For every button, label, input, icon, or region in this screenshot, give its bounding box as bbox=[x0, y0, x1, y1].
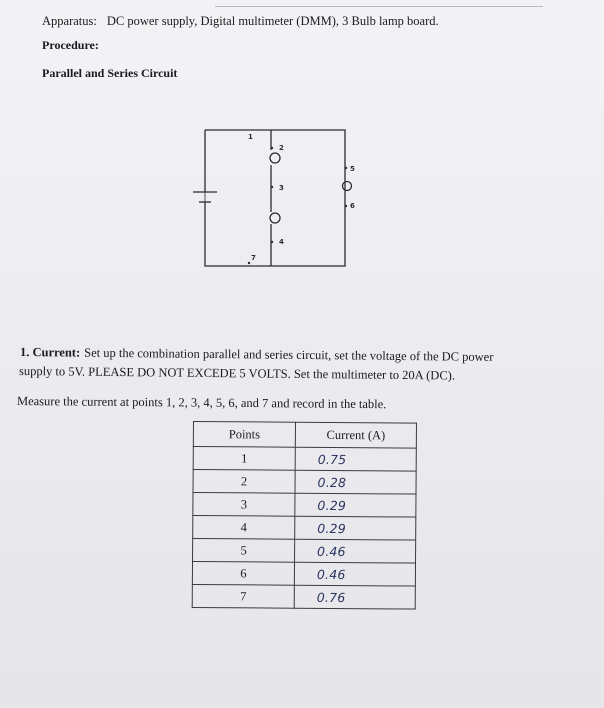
current-cell: 0.28 bbox=[295, 470, 416, 494]
measure-instruction: Measure the current at points 1, 2, 3, 4, 5, 6, and 7 and record in the table. bbox=[16, 394, 387, 412]
question-text-1: Set up the combination parallel and series circuit, set the voltage of the DC power bbox=[84, 345, 494, 364]
procedure-heading: Procedure: bbox=[42, 38, 99, 52]
question-line-1 bbox=[20, 345, 494, 365]
point-marker-2 bbox=[271, 147, 273, 149]
point-label-2: 2 bbox=[279, 144, 284, 152]
point-cell: 3 bbox=[193, 493, 295, 517]
apparatus-text: DC power supply, Digital multimeter (DMM), 3 Bulb lamp board. bbox=[106, 14, 439, 28]
bulb-b bbox=[270, 213, 280, 223]
table-row bbox=[193, 447, 416, 472]
table-row bbox=[192, 584, 415, 609]
current-table bbox=[192, 421, 417, 610]
apparatus-label: Apparatus: bbox=[42, 14, 97, 28]
point-label-6: 6 bbox=[350, 202, 355, 210]
point-label-1: 1 bbox=[248, 133, 253, 141]
top-rule bbox=[215, 6, 543, 7]
current-cell: 0.75 bbox=[295, 447, 416, 471]
header-current: Current (A) bbox=[295, 422, 416, 448]
point-marker-5 bbox=[345, 167, 347, 169]
table-row bbox=[193, 493, 416, 518]
point-cell: 7 bbox=[192, 584, 294, 608]
header-points: Points bbox=[193, 422, 295, 448]
current-cell: 0.46 bbox=[294, 562, 415, 586]
point-marker-6 bbox=[345, 205, 347, 207]
current-cell: 0.76 bbox=[294, 585, 415, 609]
table-row bbox=[193, 516, 416, 541]
point-cell: 2 bbox=[193, 470, 295, 494]
bulb-a bbox=[270, 153, 280, 163]
point-marker-3 bbox=[271, 186, 273, 188]
table-row bbox=[192, 562, 415, 587]
current-cell: 0.29 bbox=[295, 516, 416, 540]
point-cell: 1 bbox=[193, 447, 295, 471]
question-line-2: supply to 5V. PLEASE DO NOT EXCEDE 5 VOLTS. Set the multimeter to 20A (DC). bbox=[18, 364, 456, 383]
point-cell: 4 bbox=[193, 516, 295, 540]
point-marker-4 bbox=[271, 241, 273, 243]
circuit-diagram bbox=[190, 120, 370, 280]
point-label-4: 4 bbox=[279, 238, 284, 246]
table-row bbox=[193, 470, 416, 495]
point-label-5: 5 bbox=[350, 165, 355, 173]
circuit-outer-wire bbox=[205, 130, 345, 266]
current-cell: 0.29 bbox=[295, 493, 416, 517]
section-title: Parallel and Series Circuit bbox=[42, 66, 178, 80]
point-marker-7 bbox=[248, 262, 250, 264]
point-label-7: 7 bbox=[251, 254, 256, 262]
bulb-c bbox=[343, 182, 352, 191]
point-label-3: 3 bbox=[279, 184, 284, 192]
table-row bbox=[193, 539, 416, 564]
point-cell: 6 bbox=[192, 562, 294, 586]
table-header-row bbox=[193, 422, 416, 449]
apparatus-line bbox=[42, 14, 439, 29]
current-cell: 0.46 bbox=[295, 539, 416, 563]
question-number: 1. Current: bbox=[19, 345, 81, 360]
point-cell: 5 bbox=[193, 539, 295, 563]
